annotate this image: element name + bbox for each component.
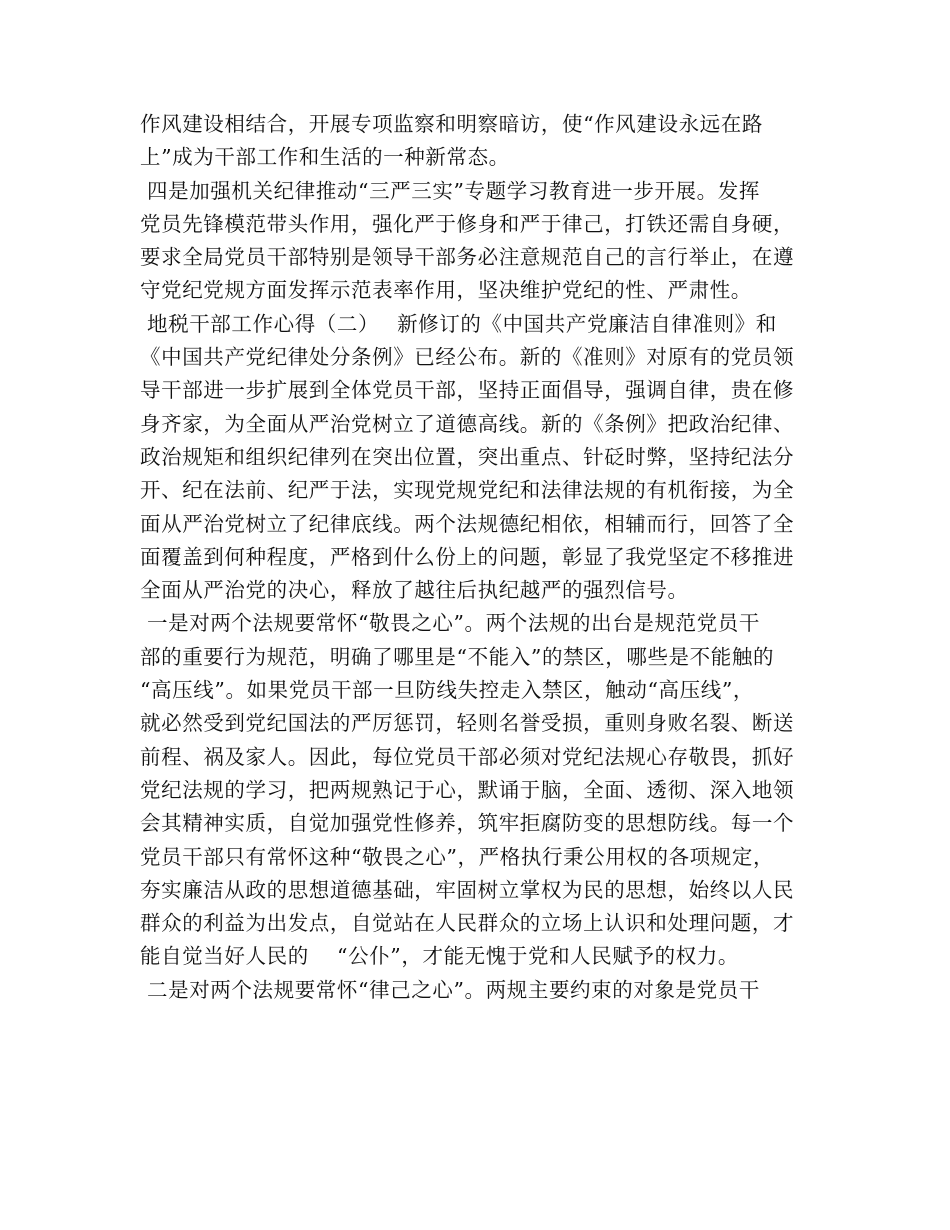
text-line: 身齐家，为全面从严治党树立了道德高线。新的《条例》把政治纪律、 — [140, 411, 795, 436]
text-line: 就必然受到党纪国法的严厉惩罚，轻则名誉受损，重则身败名裂、断送 — [140, 711, 795, 736]
text-line: 能自觉当好人民的 “公仆”，才能无愧于党和人民赋予的权力。 — [140, 944, 739, 969]
text-line: 夯实廉洁从政的思想道德基础，牢固树立掌权为民的思想，始终以人民 — [140, 877, 795, 902]
text-line: 群众的利益为出发点，自觉站在人民群众的立场上认识和处理问题，才 — [140, 911, 795, 936]
document-body — [140, 108, 820, 1007]
text-line: 要求全局党员干部特别是领导干部务必注意规范自己的言行举止，在遵 — [140, 245, 795, 270]
text-line: 党员先锋模范带头作用，强化严于修身和严于律己，打铁还需自身硬， — [140, 211, 795, 236]
text-line: 守党纪党规方面发挥示范表率作用，坚决维护党纪的性、严肃性。 — [140, 278, 752, 303]
text-line: 部的重要行为规范，明确了哪里是“不能入”的禁区，哪些是不能触的 — [140, 644, 775, 669]
text-line: 政治规矩和组织纪律列在突出位置，突出重点、针砭时弊，坚持纪法分 — [140, 444, 795, 469]
text-line: 上”成为干部工作和生活的一种新常态。 — [140, 145, 510, 170]
text-line: 作风建设相结合，开展专项监察和明察暗访，使“作风建设永远在路 — [140, 112, 763, 136]
text-line: 前程、祸及家人。因此，每位党员干部必须对党纪法规心存敬畏，抓好 — [140, 744, 795, 769]
text-line: 党纪法规的学习，把两规熟记于心，默诵于脑，全面、透彻、深入地领 — [140, 777, 795, 802]
text-line: 全面从严治党的决心，释放了越往后执纪越严的强烈信号。 — [140, 578, 689, 603]
paragraph-start-line: 四是加强机关纪律推动“三严三实”专题学习教育进一步开展。发挥 — [147, 178, 760, 203]
paragraph-start-line: 二是对两个法规要常怀“律己之心”。两规主要约束的对象是党员干 — [147, 977, 760, 1002]
text-line: “高压线”。如果党员干部一旦防线失控走入禁区，触动“高压线”， — [140, 678, 755, 703]
text-line: 《中国共产党纪律处分条例》已经公布。新的《准则》对原有的党员领 — [140, 345, 795, 370]
text-line: 面覆盖到何种程度，严格到什么份上的问题，彰显了我党坚定不移推进 — [140, 544, 795, 569]
text-line: 会其精神实质，自觉加强党性修养，筑牢拒腐防变的思想防线。每一个 — [140, 811, 795, 836]
paragraph-start-line: 地税干部工作心得（二） 新修订的《中国共产党廉洁自律准则》和 — [147, 311, 777, 336]
text-line: 导干部进一步扩展到全体党员干部，坚持正面倡导，强调自律，贵在修 — [140, 378, 795, 403]
paragraph-start-line: 一是对两个法规要常怀“敬畏之心”。两个法规的出台是规范党员干 — [147, 611, 760, 636]
text-line: 开、纪在法前、纪严于法，实现党规党纪和法律法规的有机衔接，为全 — [140, 478, 795, 503]
text-line: 面从严治党树立了纪律底线。两个法规德纪相依，相辅而行，回答了全 — [140, 511, 795, 536]
text-line: 党员干部只有常怀这种“敬畏之心”，严格执行秉公用权的各项规定， — [140, 844, 775, 869]
